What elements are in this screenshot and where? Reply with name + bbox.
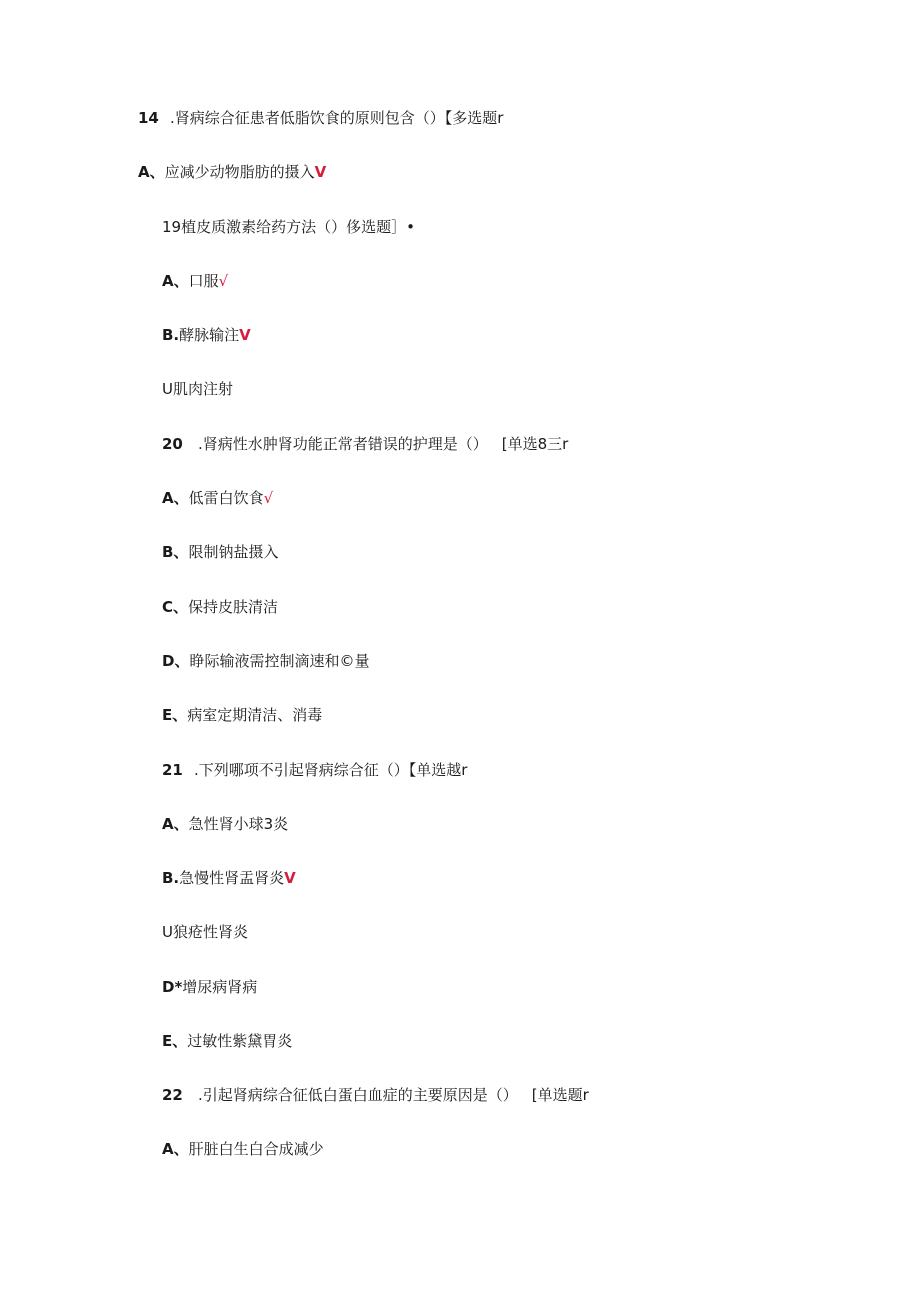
question-19-option-a <box>162 271 228 291</box>
question-20-option-d <box>162 651 369 671</box>
question-14-option-a <box>138 162 326 182</box>
option-text: 应减少动物脂肪的摄入 <box>164 163 315 181</box>
option-text: 限制钠盐摄入 <box>188 543 279 561</box>
question-21-option-c <box>162 922 248 942</box>
correct-mark: V <box>284 869 296 887</box>
question-21-option-a <box>162 814 288 834</box>
question-text: .下列哪项不引起肾病综合征（）【单选越r <box>194 761 468 779</box>
option-prefix: B. <box>162 326 180 344</box>
option-prefix: D* <box>162 978 183 996</box>
option-prefix: C、 <box>162 598 189 616</box>
question-21-option-e <box>162 1031 292 1051</box>
question-20-stem <box>162 434 568 454</box>
question-type-tag: [单选8三r <box>501 435 569 453</box>
correct-mark: √ <box>218 272 229 290</box>
question-22-option-a <box>162 1139 324 1159</box>
option-text: U肌肉注射 <box>162 380 233 398</box>
question-text: .引起肾病综合征低白蛋白血症的主要原因是（） <box>198 1086 518 1104</box>
option-prefix: E、 <box>162 1032 188 1050</box>
option-text: 口服 <box>188 272 219 290</box>
question-text: .肾病性水肿肾功能正常者错误的护理是（） <box>198 435 488 453</box>
option-text: 过敏性紫黛胃炎 <box>187 1032 293 1050</box>
question-21-option-d <box>162 977 257 997</box>
option-prefix: B. <box>162 869 180 887</box>
option-prefix: D、 <box>162 652 190 670</box>
question-20-option-b <box>162 542 278 562</box>
question-19-option-c <box>162 379 233 399</box>
option-text: U狼疮性肾炎 <box>162 923 248 941</box>
option-text: 保持皮肤清洁 <box>188 598 279 616</box>
option-text: 肝脏白生白合成减少 <box>188 1140 324 1158</box>
correct-mark: V <box>314 163 327 181</box>
option-text: 急性肾小球3炎 <box>188 815 289 833</box>
option-text: 增尿病肾病 <box>182 978 258 996</box>
correct-mark: V <box>239 326 251 344</box>
correct-mark: √ <box>263 489 274 507</box>
option-text: 急慢性肾盂肾炎 <box>179 869 285 887</box>
question-20-option-c <box>162 597 278 617</box>
question-type-tag: [单选题r <box>531 1086 589 1104</box>
option-prefix: E、 <box>162 706 188 724</box>
question-text: 19植皮质激素给药方法（）侈选题］• <box>162 218 415 236</box>
question-21-option-b <box>162 868 296 888</box>
question-20-option-a <box>162 488 273 508</box>
option-prefix: A、 <box>162 815 189 833</box>
option-text: 病室定期清洁、消毒 <box>187 706 323 724</box>
question-22-stem <box>162 1085 589 1105</box>
question-text: .肾病综合征患者低脂饮食的原则包含（）【多选题r <box>170 109 504 127</box>
question-21-stem <box>162 760 467 780</box>
option-prefix: A、 <box>162 272 189 290</box>
question-number: 20 <box>162 435 183 453</box>
option-prefix: B、 <box>162 543 189 561</box>
question-20-option-e <box>162 705 322 725</box>
option-prefix: A、 <box>138 163 165 181</box>
option-text: 睁际输液需控制滴速和©量 <box>189 652 370 670</box>
question-number: 14 <box>138 109 159 127</box>
question-14-stem <box>138 108 503 128</box>
question-number: 22 <box>162 1086 183 1104</box>
question-19-stem <box>162 217 415 237</box>
option-prefix: A、 <box>162 489 189 507</box>
option-text: 酵脉输注 <box>179 326 240 344</box>
option-prefix: A、 <box>162 1140 189 1158</box>
question-number: 21 <box>162 761 183 779</box>
option-text: 低雷白饮食 <box>188 489 264 507</box>
question-19-option-b <box>162 325 251 345</box>
